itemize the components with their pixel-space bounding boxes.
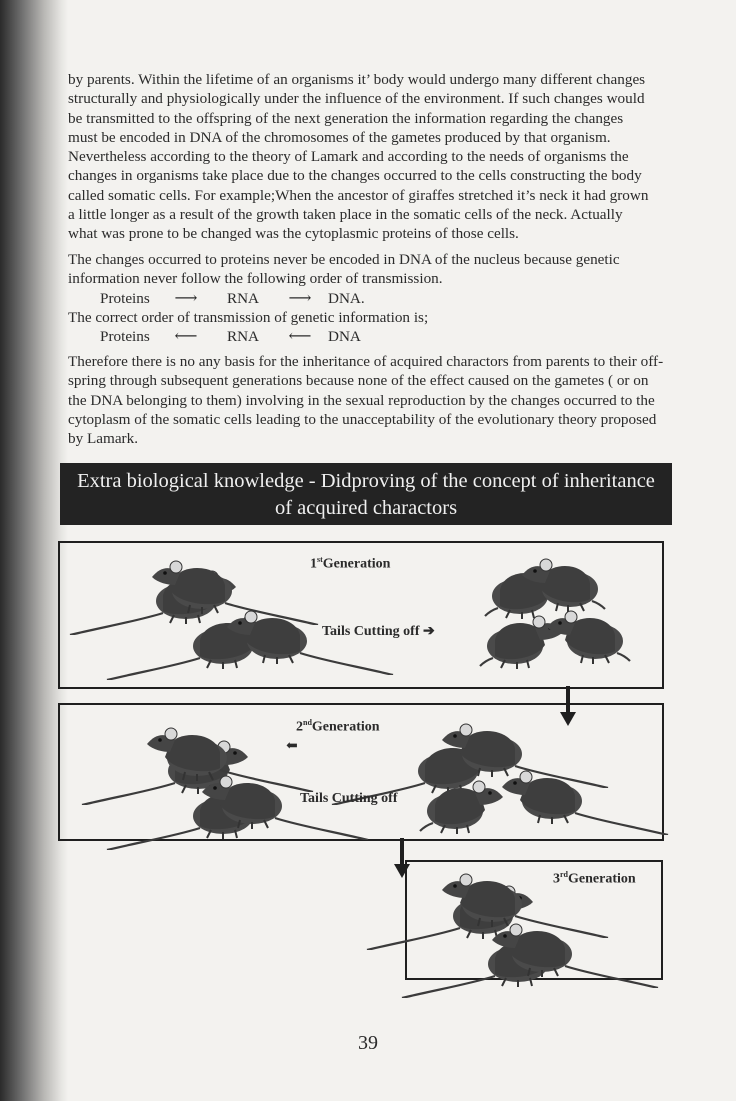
text-line: what was prone to be changed was the cytoplasmic proteins of those cells. [68,225,519,243]
flow-dna: DNA [328,328,361,346]
correct-flow [68,327,668,346]
rat-illustration [490,918,660,988]
text-line: Nevertheless according to the theory of Lamark and according to the needs of organisms the [68,148,629,166]
left-arrow-icon: ⟵ [174,328,198,346]
tails-cutting-label-2: Tails Cutting off [300,791,398,806]
left-arrow-icon: ⟵ [288,328,312,346]
flow-rna: RNA [226,328,260,346]
text-line: by Lamark. [68,430,139,448]
text-line: called somatic cells. For example;When the ancestor of giraffes stretched it’s neck it had grown [68,186,649,204]
text-line: cytoplasm of the somatic cells leading to the unacceptability of the evolutionary theory proposed [68,410,657,428]
text-line: must be encoded in DNA of the chromosomes of the gametes produced by that organism. [68,128,611,146]
paragraph-lamark-theory [68,70,672,244]
right-arrow-icon: ⟶ [288,289,312,307]
paragraph-transmission-order [68,250,668,346]
right-arrow-icon: ⟶ [174,289,198,307]
flow-proteins: Proteins [100,289,150,307]
extra-knowledge-banner [60,463,672,525]
banner-title-line1: Extra biological knowledge - Didproving of the concept of inheritance [77,470,655,492]
paragraph-conclusion [68,352,672,448]
page-number: 39 [358,1032,378,1054]
rat-illustration [545,605,645,675]
text-line: spring through subsequent generations because none of the effect caused on the gametes ( or on [68,372,649,390]
rat-illustration [500,765,670,835]
text-line: the DNA belonging to them) involving in the sexual reproduction by the changes occurred to the [68,391,655,409]
flow-dna: DNA. [328,289,365,307]
rat-illustration [225,605,395,675]
generation-3-label: 3rdGeneration [553,870,636,887]
text-line: The correct order of transmission of genetic information is; [68,308,429,326]
tails-cutting-label-1: Tails Cutting off ➔ [322,624,435,639]
text-line: be transmitted to the offspring of the next generation the information regarding the changes [68,109,624,127]
flow-rna: RNA [226,289,260,307]
text-line: changes in organisms take place due to the changes occurred to the cells constructing the body [68,167,642,185]
text-line: a little longer as a result of the growth taken place in the somatic cells of the neck. Actually [68,206,623,224]
text-line: Therefore there is no any basis for the inheritance of acquired charactors from parents to their off- [68,353,664,370]
wrong-flow [68,289,668,308]
right-arrow-icon: ➔ [423,624,435,639]
text-line: by parents. Within the lifetime of an organisms it’ body would undergo many different changes [68,71,646,88]
text-line: structurally and physiologically under the influence of the environment. If such changes would [68,90,645,108]
flow-proteins: Proteins [100,328,150,346]
generation-1-label: 1stGeneration [310,555,391,572]
generation-2-label: 2ndGeneration [296,718,380,735]
left-arrow-icon: ⬅ [286,739,298,754]
text-line: The changes occurred to proteins never be encoded in DNA of the nucleus because genetic [68,251,620,268]
text-line: information never follow the following order of transmission. [68,270,443,288]
rat-illustration [405,775,505,845]
banner-title-line2: of acquired charactors [274,497,458,519]
